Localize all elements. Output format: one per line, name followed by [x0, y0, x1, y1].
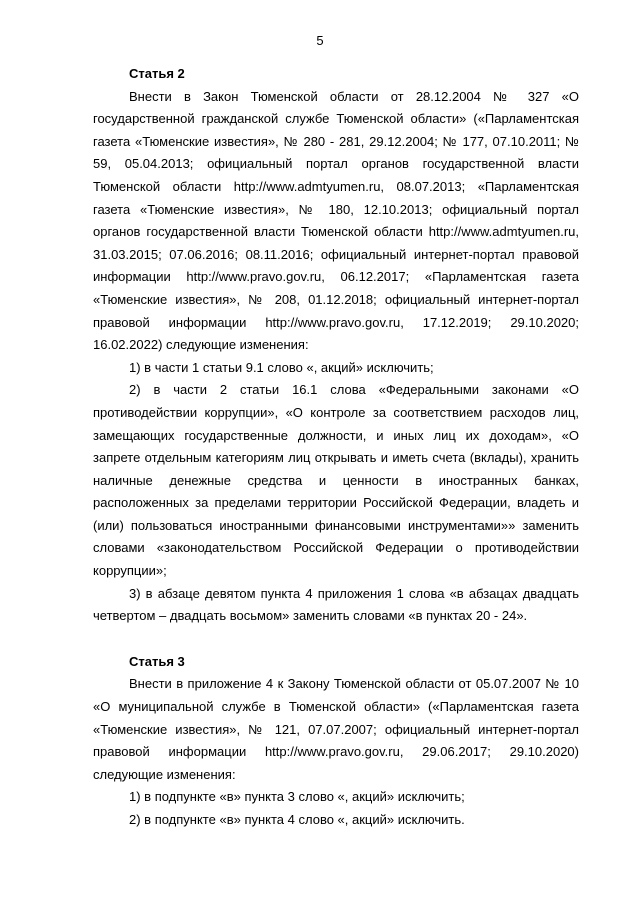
article-paragraph: 2) в части 2 статьи 16.1 слова «Федеральными законами «О противодействии коррупции», «О контроле за соответствием расходов лиц, замещающих государственные должности, и иных лиц их доходам», «О запрете отдельным категориям лиц открывать и иметь счета (вклады), хранить наличные денежные средства и ценности в иностранных банках, расположенных за пределами территории Российской Федерации, владеть и (или) пользоваться иностранными финансовыми инструментами»» заменить словами «законодательством Российской Федерации о противодействии коррупции»;: [93, 382, 579, 579]
article-paragraph: 1) в подпункте «в» пункта 3 слово «, акций» исключить;: [129, 789, 465, 805]
article-paragraph: Внести в приложение 4 к Закону Тюменской области от 05.07.2007 № 10 «О муниципальной службе в Тюменской области» («Парламентская газета «Тюменские известия», № 121, 07.07.2007; официальный интернет-портал правовой информации http://www.pravo.gov.ru, 29.06.2017; 29.10.2020) следующие изменения:: [93, 676, 579, 782]
section-spacer: [93, 628, 579, 651]
article-heading: Статья 2: [129, 66, 185, 81]
article-paragraph: 2) в подпункте «в» пункта 4 слово «, акций» исключить.: [129, 812, 465, 827]
page-number: 5: [316, 33, 324, 48]
article-2: [93, 63, 579, 628]
article-paragraph: 3) в абзаце девятом пункта 4 приложения 1 слова «в абзацах двадцать четвертом – двадцать восьмом» заменить словами «в пунктах 20 - 24».: [93, 585, 579, 624]
document-body: [93, 63, 579, 832]
article-paragraph: Внести в Закон Тюменской области от 28.12.2004 № 327 «О государственной гражданской службе Тюменской области» («Парламентская газета «Тюменские известия», № 280 - 281, 29.12.2004; № 177, 07.10.2011; № 59, 05.04.2013; официальный портал органов государственной власти Тюменской области http://www.admtyumen.ru, 08.07.2013; «Парламентская газета «Тюменские известия», № 180, 12.10.2013; официальный портал органов государственной власти Тюменской области http://www.admtyumen.ru, 31.03.2015; 07.06.2016; 08.11.2016; официальный интернет-портал правовой информации http://www.pravo.gov.ru, 06.12.2017; «Парламентская газета «Тюменские известия», № 208, 01.12.2018; официальный интернет-портал правовой информации http://www.pravo.gov.ru, 17.12.2019; 29.10.2020; 16.02.2022) следующие изменения:: [93, 88, 579, 353]
article-heading: Статья 3: [129, 653, 185, 669]
article-paragraph: 1) в части 1 статьи 9.1 слово «, акций» исключить;: [129, 359, 434, 375]
article-3: [93, 651, 579, 832]
